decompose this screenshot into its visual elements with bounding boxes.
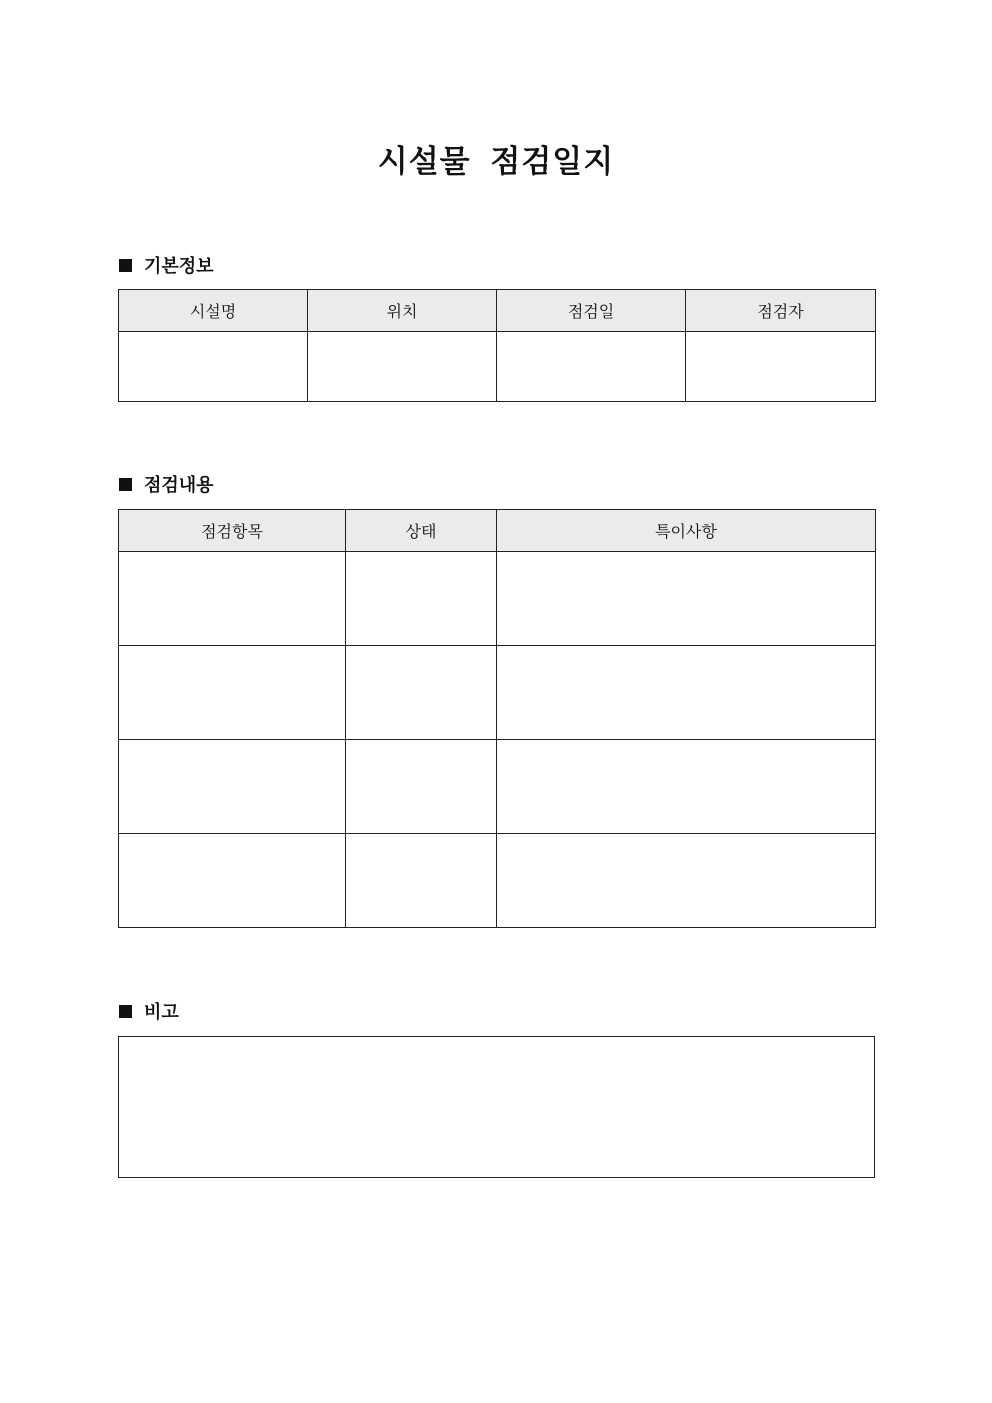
notes-field[interactable]: [497, 834, 876, 928]
remarks-heading: [119, 999, 179, 1023]
column-header-inspector: 점검자: [686, 290, 876, 332]
page-title: 시설물 점검일지: [377, 144, 615, 180]
inspection-item-field[interactable]: [119, 834, 346, 928]
status-field[interactable]: [346, 646, 497, 740]
square-bullet-icon: [119, 478, 132, 491]
inspection-heading: [119, 472, 214, 496]
column-header-facility-name: 시설명: [119, 290, 308, 332]
status-field[interactable]: [346, 834, 497, 928]
notes-field[interactable]: [497, 552, 876, 646]
inspection-date-field[interactable]: [497, 332, 686, 402]
remarks-heading-label: 비고: [144, 1002, 179, 1023]
notes-field[interactable]: [497, 740, 876, 834]
column-header-inspection-date: 점검일: [497, 290, 686, 332]
table-row: [119, 646, 876, 740]
table-row: [119, 332, 876, 402]
column-header-location: 위치: [308, 290, 497, 332]
table-row: [119, 740, 876, 834]
inspection-heading-label: 점검내용: [144, 475, 214, 496]
inspection-item-field[interactable]: [119, 646, 346, 740]
table-row: [119, 552, 876, 646]
column-header-notes: 특이사항: [497, 510, 876, 552]
basic-info-table: [118, 289, 876, 402]
notes-field[interactable]: [497, 646, 876, 740]
location-field[interactable]: [308, 332, 497, 402]
square-bullet-icon: [119, 1005, 132, 1018]
status-field[interactable]: [346, 552, 497, 646]
column-header-inspection-item: 점검항목: [119, 510, 346, 552]
inspector-field[interactable]: [686, 332, 876, 402]
inspection-item-field[interactable]: [119, 740, 346, 834]
inspection-table: [118, 509, 876, 928]
column-header-status: 상태: [346, 510, 497, 552]
basic-info-heading: [119, 253, 214, 277]
basic-info-header-row: [119, 290, 876, 332]
facility-name-field[interactable]: [119, 332, 308, 402]
basic-info-heading-label: 기본정보: [144, 256, 214, 277]
remarks-field[interactable]: [118, 1036, 875, 1178]
inspection-item-field[interactable]: [119, 552, 346, 646]
square-bullet-icon: [119, 259, 132, 272]
table-row: [119, 834, 876, 928]
inspection-header-row: [119, 510, 876, 552]
status-field[interactable]: [346, 740, 497, 834]
